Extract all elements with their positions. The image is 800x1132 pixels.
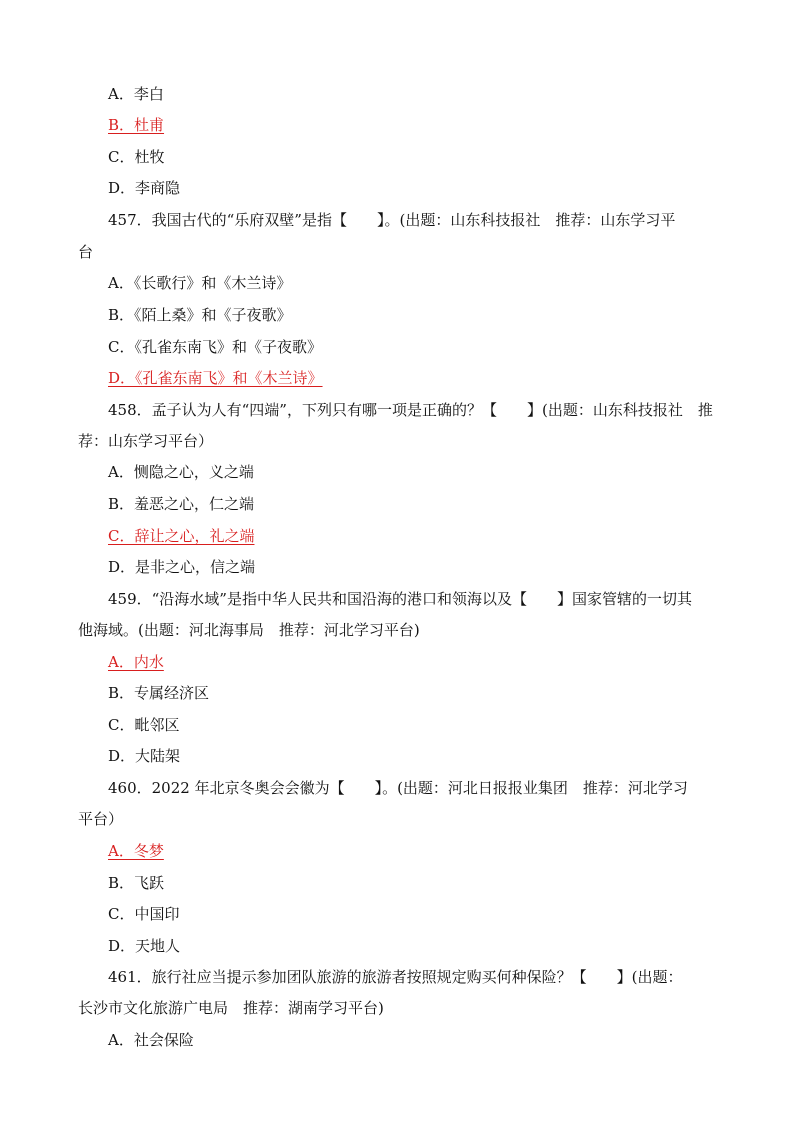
q457-option-a: A．《长歌行》和《木兰诗》 (108, 274, 292, 292)
q458-option-c-answer: C．辞让之心，礼之端 (108, 527, 255, 545)
q460-option-b: B．飞跃 (108, 874, 165, 892)
q460-text-cont: 平台） (78, 810, 124, 828)
q456-option-d: D．李商隐 (108, 179, 181, 197)
q456-option-b-answer: B．杜甫 (108, 116, 165, 134)
q460-option-d: D．天地人 (108, 937, 181, 955)
q456-option-a: A．李白 (108, 85, 164, 103)
q460-text: 460．2022 年北京冬奥会会徽为【 】。(出题：河北日报报业集团 推荐：河北学习 (108, 779, 688, 797)
q459-option-a-answer: A．内水 (108, 653, 164, 671)
q457-option-b: B．《陌上桑》和《子夜歌》 (108, 306, 292, 324)
q458-text-cont: 荐：山东学习平台） (78, 432, 214, 450)
q459-text-cont: 他海域。(出题：河北海事局 推荐：河北学习平台) (78, 621, 420, 639)
q459-text: 459．“沿海水域”是指中华人民共和国沿海的港口和领海以及【 】国家管辖的一切其 (108, 590, 692, 608)
q458-text: 458．孟子认为人有“四端”，下列只有哪一项是正确的？【 】(出题：山东科技报社 推 (108, 401, 713, 419)
q458-option-b: B．羞恶之心，仁之端 (108, 495, 255, 513)
q459-option-b: B．专属经济区 (108, 684, 210, 702)
q456-option-c: C．杜牧 (108, 148, 165, 166)
q461-text-cont: 长沙市文化旅游广电局 推荐：湖南学习平台) (78, 999, 384, 1017)
q459-option-c: C．毗邻区 (108, 716, 180, 734)
q458-option-a: A．恻隐之心，义之端 (108, 463, 254, 481)
q461-text: 461．旅行社应当提示参加团队旅游的旅游者按照规定购买何种保险？【 】(出题： (108, 968, 683, 986)
q460-option-a-answer: A．冬梦 (108, 842, 164, 860)
q458-option-d: D．是非之心，信之端 (108, 558, 256, 576)
q461-option-a: A．社会保险 (108, 1031, 194, 1049)
q457-option-d-answer: D．《孔雀东南飞》和《木兰诗》 (108, 369, 323, 387)
q460-option-c: C．中国印 (108, 905, 180, 923)
q457-option-c: C．《孔雀东南飞》和《子夜歌》 (108, 338, 322, 356)
q459-option-d: D．大陆架 (108, 747, 181, 765)
q457-text-cont: 台 (78, 243, 94, 261)
q457-text: 457．我国古代的“乐府双壁”是指【 】。(出题：山东科技报社 推荐：山东学习平 (108, 211, 676, 229)
